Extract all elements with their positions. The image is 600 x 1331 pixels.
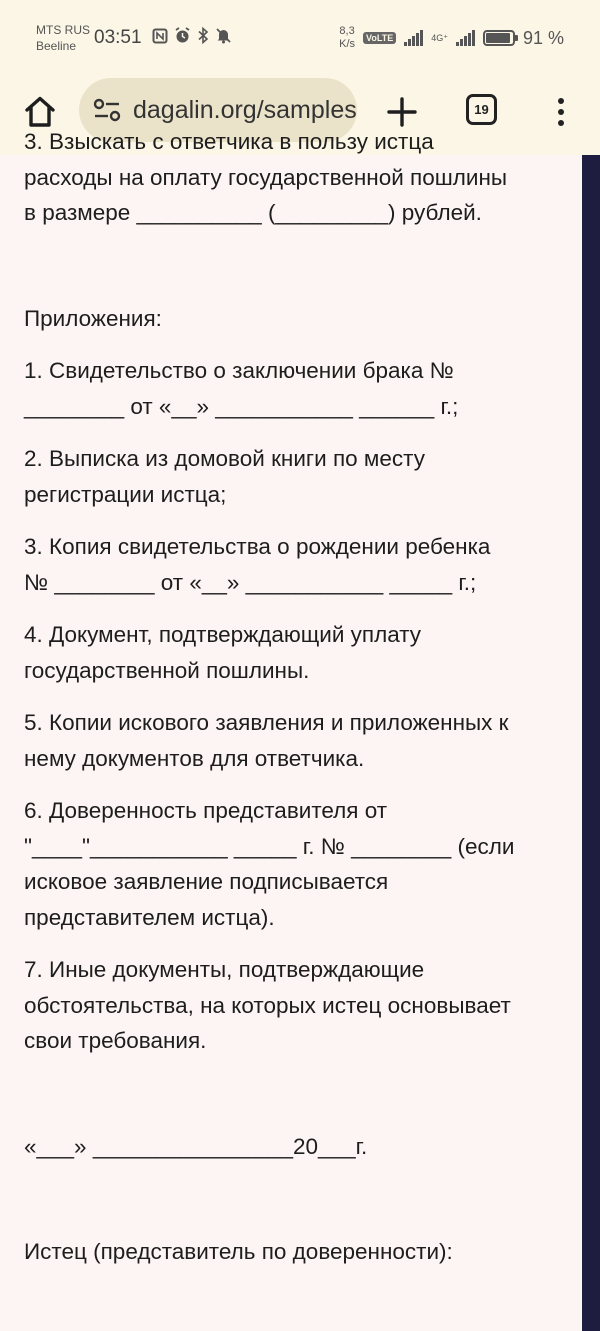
carrier-info [36,22,94,54]
scrollbar[interactable] [582,155,600,1331]
attachment-item-3 [24,529,554,600]
web-content[interactable] [0,129,582,1331]
attachment-line: 3. Копия свидетельства о рождении ребенка [24,534,491,559]
network-type: 4G⁺ [431,32,448,43]
menu-dot-icon [558,120,564,126]
status-bar [0,0,600,76]
network-speed [339,25,355,51]
fee-claim-line: расходы на оплату государственной пошлины [24,164,508,190]
alarm-icon [174,27,191,49]
fee-claim-cut-line: 3. Взыскать с ответчика в пользу истца [24,129,434,154]
bluetooth-icon [197,27,209,49]
battery-icon [483,30,515,46]
battery-fill [486,33,510,43]
volte-badge: VoLTE [363,32,396,44]
menu-dot-icon [558,109,564,115]
signal-1-icon [404,30,423,46]
attachment-line: "____"___________ _____ г. № ________ (если [24,833,515,859]
date-line: «___» ________________20___г. [24,1133,368,1159]
status-icons [152,27,232,49]
attachment-line: 1. Свидетельство о заключении брака № [24,358,454,383]
attachment-line: 4. Документ, подтверждающий уплату [24,622,422,647]
mute-bell-icon [215,27,232,49]
attachment-line: нему документов для ответчика. [24,745,365,771]
plus-icon [387,97,417,127]
speed-value: 8,3 [339,25,355,37]
plaintiff-signature-line: Истец (представитель по доверенности): [24,1239,453,1264]
attachment-item-5 [24,705,554,776]
menu-dot-icon [558,98,564,104]
attachment-item-1 [24,353,554,424]
tab-switcher-button[interactable]: 19 [466,94,497,125]
attachment-line: обстоятельства, на которых истец основывает [24,992,511,1018]
attachment-line: свои требования. [24,1028,207,1053]
attachment-line: № ________ от «__» ___________ _____ г.; [24,569,477,595]
attachment-line: государственной пошлины. [24,657,310,683]
attachment-line: представителем истца). [24,904,275,930]
attachment-line: регистрации истца; [24,481,227,507]
attachment-item-2 [24,441,554,512]
battery-percent: 91 % [522,27,564,48]
carrier-secondary: Beeline [36,39,77,53]
attachment-line: 7. Иные документы, подтверждающие [24,957,425,982]
site-settings-icon[interactable] [93,98,121,122]
attachment-item-7 [24,952,554,1059]
carrier-primary: MTS RUS [36,23,90,37]
nfc-icon [152,28,168,49]
attachment-item-4 [24,617,554,688]
attachment-line: 5. Копии искового заявления и приложенных к [24,710,509,735]
attachment-line: ________ от «__» ___________ ______ г.; [24,393,459,419]
speed-unit: K/s [339,38,356,50]
url-text[interactable]: dagalin.org/samples [133,95,357,124]
attachment-line: исковое заявление подписывается [24,869,389,894]
signal-2-icon [456,30,475,46]
fee-claim-line: в размере __________ (_________) рублей. [24,200,482,225]
status-right [339,25,564,51]
attachment-line: 6. Доверенность представителя от [24,798,388,823]
attachment-line: 2. Выписка из домовой книги по месту [24,446,425,471]
clock: 03:51 [94,27,142,48]
attachments-heading: Приложения: [24,305,162,331]
document-body [24,124,554,1270]
attachment-item-6 [24,793,554,935]
